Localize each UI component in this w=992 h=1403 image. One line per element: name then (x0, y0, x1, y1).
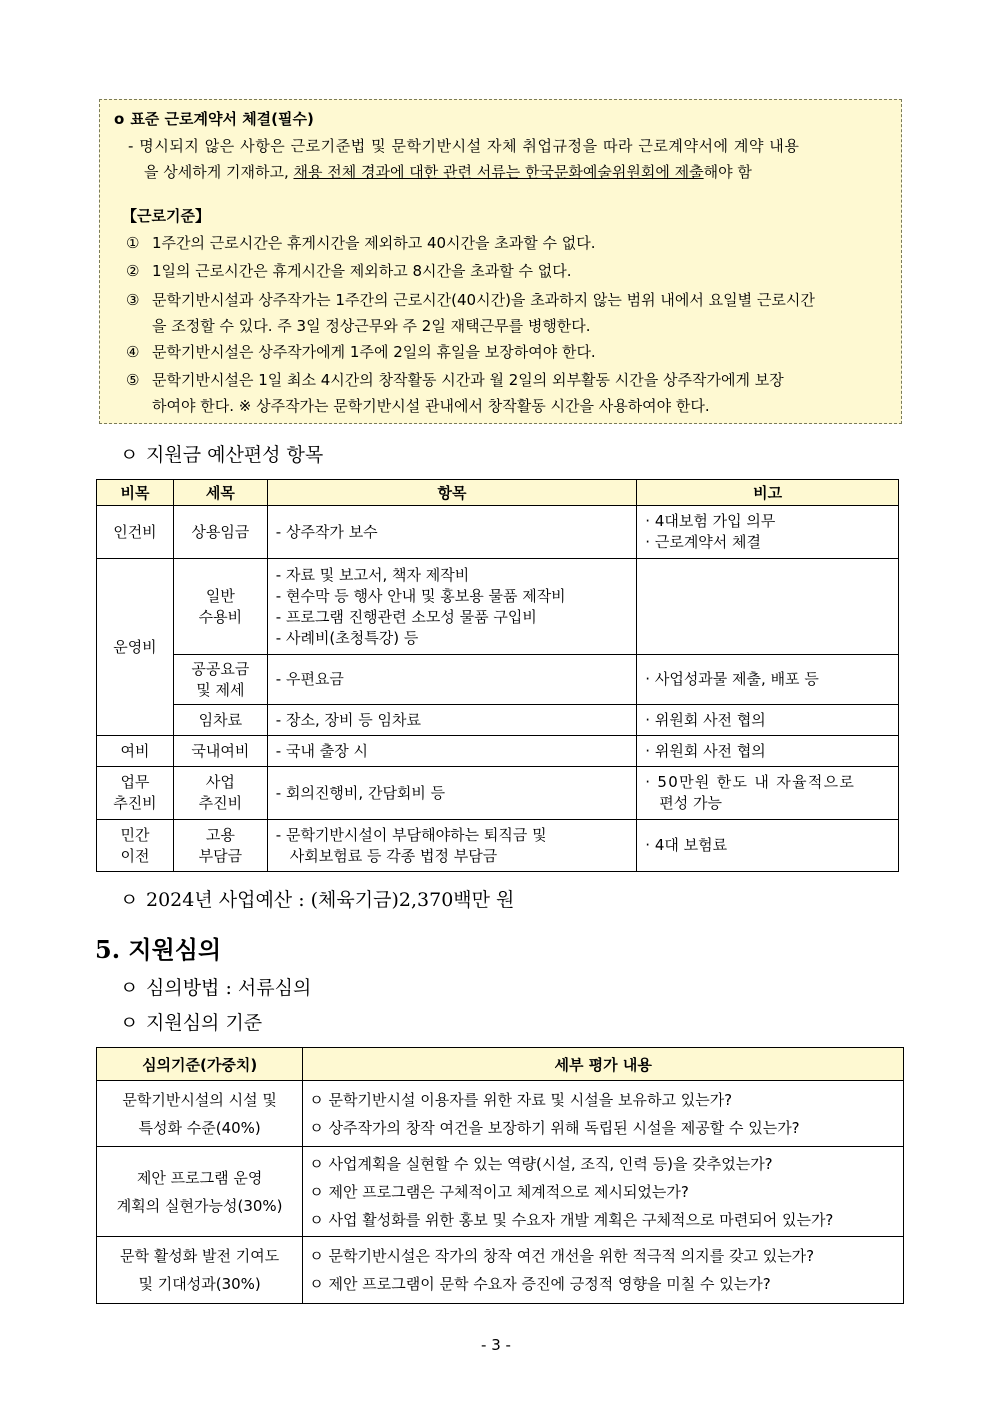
labor-standard-item: ③ 문학기반시설과 상주작가는 1주간의 근로시간(40시간)을 초과하지 않는 범위 내에서 요일별 근로시간 을 조정할 수 있다. 주 3일 정상근무와 주 2일 재택근무를 병행한다. (126, 291, 815, 335)
header-subcategory: 세목 (173, 480, 267, 506)
contract-title: o 표준 근로계약서 체결(필수) (114, 110, 314, 128)
table-row: 문학기반시설의 시설 및 특성화 수준(40%) ㅇ 문학기반시설 이용자를 위한 자료 및 시설을 보유하고 있는가? ㅇ 상주작가의 창작 여건을 보장하기 위해 독립된 시설을 제공할 수 있는가? (97, 1081, 904, 1147)
table-header-row (97, 1048, 904, 1081)
table-row: 공공요금 및 제세 - 우편요금 · 사업성과물 제출, 배포 등 (97, 655, 899, 705)
header-category: 비목 (97, 480, 174, 506)
table-row: 여비 국내여비 - 국내 출장 시 · 위원회 사전 협의 (97, 736, 899, 767)
underlined-requirement: 채용 전체 경과에 대한 관련 서류는 한국문화예술위원회에 제출 (293, 163, 704, 181)
table-row: 문학 활성화 발전 기여도 및 기대성과(30%) ㅇ 문학기반시설은 작가의 창작 여건 개선을 위한 적극적 의지를 갖고 있는가? ㅇ 제안 프로그램이 문학 수요자 증진에 긍정적 영향을 미칠 수 있는가? (97, 1237, 904, 1304)
table-row: 인건비 상용임금 - 상주작가 보수 · 4대보험 가입 의무 · 근로계약서 체결 (97, 506, 899, 559)
table-header-row (97, 480, 899, 506)
bullet-budget-2024: ㅇ 2024년 사업예산 : (체육기금)2,370백만 원 (120, 889, 515, 911)
header-item: 항목 (267, 480, 637, 506)
labor-standard-item: ① 1주간의 근로시간은 휴게시간을 제외하고 40시간을 초과할 수 없다. (126, 234, 596, 252)
bullet-budget-items: ㅇ 지원금 예산편성 항목 (120, 444, 324, 466)
table-row: 제안 프로그램 운영 계획의 실현가능성(30%) ㅇ 사업계획을 실현할 수 있는 역량(시설, 조직, 인력 등)을 갖추었는가? ㅇ 제안 프로그램은 구체적이고 체계적으로 제시되었는가? ㅇ 사업 활성화를 위한 홍보 및 수요자 개발 계획은 구체적으로 마련되어 있는가? (97, 1147, 904, 1237)
contract-notice-box (99, 99, 902, 424)
contract-paragraph: - 명시되지 않은 사항은 근로기준법 및 문학기반시설 자체 취업규정을 따라 근로계약서에 계약 내용 을 상세하게 기재하고, 채용 전체 경과에 대한 관련 서류는 한국문화예술위원회에 제출해야 함 (128, 137, 800, 181)
table-row: 민간 이전 고용 부담금 - 문학기반시설이 부담해야하는 퇴직금 및 사회보험료 등 각종 법정 부담금 · 4대 보험료 (97, 820, 899, 872)
labor-standard-item: ④ 문학기반시설은 상주작가에게 1주에 2일의 휴일을 보장하여야 한다. (126, 343, 596, 361)
header-note: 비고 (637, 480, 899, 506)
page-number: - 3 - (481, 1336, 511, 1354)
bullet-review-method: ㅇ 심의방법 : 서류심의 (120, 977, 312, 999)
header-criteria: 심의기준(가중치) (97, 1048, 303, 1081)
header-details: 세부 평가 내용 (303, 1048, 904, 1081)
labor-standard-item: ② 1일의 근로시간은 휴게시간을 제외하고 8시간을 초과할 수 없다. (126, 262, 572, 280)
section-title: 5. 지원심의 (95, 935, 222, 964)
labor-standards-heading: 【근로기준】 (122, 207, 210, 225)
review-criteria-table (96, 1047, 904, 1304)
table-row: 임차료 - 장소, 장비 등 임차료 · 위원회 사전 협의 (97, 705, 899, 736)
bullet-review-criteria: ㅇ 지원심의 기준 (120, 1012, 263, 1034)
labor-standard-item: ⑤ 문학기반시설은 1일 최소 4시간의 창작활동 시간과 월 2일의 외부활동 시간을 상주작가에게 보장 하여야 한다. ※ 상주작가는 문학기반시설 관내에서 창작활동 시간을 사용하여야 한다. (126, 371, 784, 415)
table-row: 업무 추진비 사업 추진비 - 회의진행비, 간담회비 등 · 50만원 한도 내 자율적으로 편성 가능 (97, 767, 899, 820)
budget-table (96, 479, 899, 872)
table-row: 운영비 일반 수용비 - 자료 및 보고서, 책자 제작비 - 현수막 등 행사 안내 및 홍보용 물품 제작비 - 프로그램 진행관련 소모성 물품 구입비 - 사례비(초청특강) 등 (97, 559, 899, 655)
